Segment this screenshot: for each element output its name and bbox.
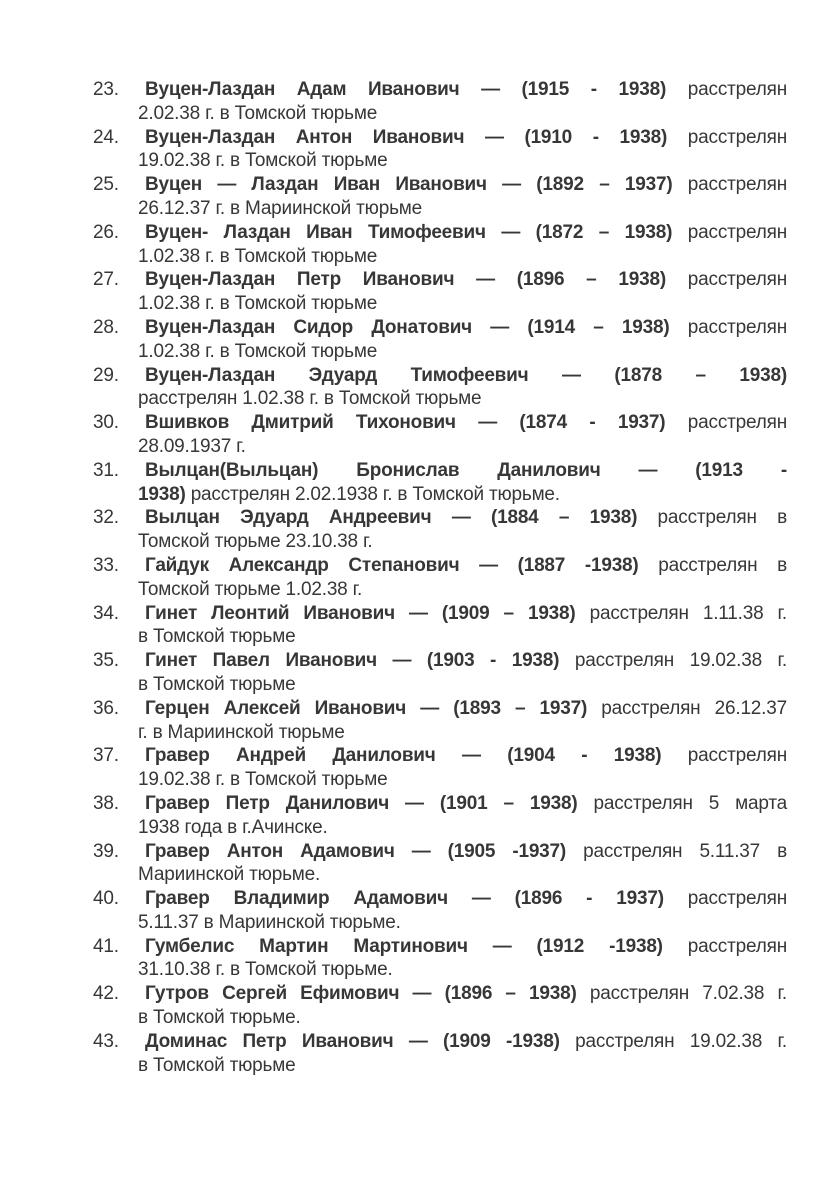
entry-name-years: Гравер Владимир Адамович — (1896 - 1937) [145, 888, 664, 910]
entry-detail: расстрелян 5.11.37 в [566, 840, 787, 862]
entry-number: 31. [93, 459, 119, 481]
entry-line-1 [138, 554, 787, 578]
list-item [93, 792, 787, 840]
entry-name-years: Вуцен-Лаздан Эдуард Тимофеевич — (1878 – 1938) [145, 364, 787, 386]
entry-detail-cont: в Томской тюрьме. [138, 1007, 301, 1029]
list-item [93, 744, 787, 792]
entry-number: 42. [93, 983, 119, 1005]
entry-line-1 [138, 602, 787, 626]
entry-line-2 [138, 625, 787, 649]
entry-line-1 [138, 316, 787, 340]
entry-name-years: Вшивков Дмитрий Тихонович — (1874 - 1937) [145, 412, 666, 434]
list-item [93, 506, 787, 554]
entry-line-2 [138, 863, 787, 887]
entry-number: 39. [93, 840, 119, 862]
repression-list [93, 78, 787, 1077]
entry-line-2 [138, 530, 787, 554]
entry-detail-cont: Томской тюрьме 1.02.38 г. [138, 578, 363, 600]
list-item [93, 887, 787, 935]
entry-detail: расстрелян 19.02.38 г. [559, 650, 787, 672]
entry-name-years: Гумбелис Мартин Мартинович — (1912 -1938) [145, 935, 663, 957]
entry-number: 32. [93, 507, 119, 529]
list-item [93, 982, 787, 1030]
entry-number: 37. [93, 745, 119, 767]
entry-line-1 [138, 126, 787, 150]
entry-name-years-cont: 1938) [138, 483, 186, 505]
list-item [93, 126, 787, 174]
entry-detail: расстрелян в [637, 507, 787, 529]
entry-number: 29. [93, 364, 119, 386]
entry-number: 43. [93, 1030, 119, 1052]
entry-name-years: Гутров Сергей Ефимович — (1896 – 1938) [145, 983, 577, 1005]
entry-name-years: Вуцен-Лаздан Петр Иванович — (1896 – 1938) [145, 269, 666, 291]
entry-line-2 [138, 1054, 787, 1078]
entry-line-1 [138, 744, 787, 768]
entry-number: 26. [93, 221, 119, 243]
entry-name-years: Гравер Андрей Данилович — (1904 - 1938) [145, 745, 662, 767]
entry-detail-cont: Томской тюрьме 23.10.38 г. [138, 531, 373, 553]
list-item [93, 840, 787, 888]
entry-detail-cont: расстрелян 1.02.38 г. в Томской тюрьме [138, 388, 482, 410]
entry-detail: расстрелян [672, 221, 787, 243]
entry-line-2 [138, 1006, 787, 1030]
entry-detail: расстрелян [665, 412, 787, 434]
entry-detail: расстрелян [672, 174, 787, 196]
entry-detail: расстрелян [662, 935, 787, 957]
entry-detail-cont: 19.02.38 г. в Томской тюрьме [138, 150, 388, 172]
entry-line-1 [138, 459, 787, 483]
entry-detail-cont: 19.02.38 г. в Томской тюрьме [138, 769, 388, 791]
entry-line-1 [138, 221, 787, 245]
entry-detail: расстрелян 1.11.38 г. [575, 602, 787, 624]
entry-line-1 [138, 268, 787, 292]
entry-line-2 [138, 958, 787, 982]
list-item [93, 221, 787, 269]
entry-name-years: Доминас Петр Иванович — (1909 -1938) [145, 1030, 560, 1052]
entry-line-1 [138, 697, 787, 721]
entry-number: 36. [93, 697, 119, 719]
entry-detail-cont: 1938 года в г.Ачинске. [138, 816, 328, 838]
entry-detail-cont: 1.02.38 г. в Томской тюрьме [138, 293, 378, 315]
entry-detail: расстрелян [663, 888, 787, 910]
entry-line-2 [138, 149, 787, 173]
entry-line-1 [138, 887, 787, 911]
list-item [93, 554, 787, 602]
entry-line-1 [138, 411, 787, 435]
entry-name-years: Вуцен-Лаздан Адам Иванович — (1915 - 1938) [145, 79, 667, 100]
entry-detail-cont: 5.11.37 в Мариинской тюрьме. [138, 911, 401, 933]
entry-number: 34. [93, 602, 119, 624]
entry-detail-cont: 28.09.1937 г. [138, 435, 246, 457]
entry-detail: расстрелян [661, 745, 787, 767]
list-item [93, 78, 787, 126]
list-item [93, 316, 787, 364]
entry-line-2 [138, 387, 787, 411]
entry-number: 24. [93, 126, 119, 148]
entry-line-2 [138, 197, 787, 221]
entry-line-1 [138, 935, 787, 959]
list-item [93, 602, 787, 650]
entry-number: 25. [93, 174, 119, 196]
entry-detail: расстрелян [669, 316, 787, 338]
entry-line-2 [138, 435, 787, 459]
entry-number: 27. [93, 269, 119, 291]
entry-number: 23. [93, 79, 119, 100]
entry-detail-cont: 31.10.38 г. в Томской тюрьме. [138, 959, 393, 981]
entry-detail-cont: 26.12.37 г. в Мариинской тюрьме [138, 197, 423, 219]
entry-line-2 [138, 292, 787, 316]
entry-detail-cont: г. в Мариинской тюрьме [138, 721, 345, 743]
entry-line-1 [138, 364, 787, 388]
entry-line-2 [138, 768, 787, 792]
list-item [93, 459, 787, 507]
entry-name-years: Вылцан(Выльцан) Бронислав Данилович — (1913 - [145, 459, 787, 481]
entry-line-1 [138, 78, 787, 102]
entry-number: 30. [93, 412, 119, 434]
entry-name-years: Вуцен — Лаздан Иван Иванович — (1892 – 1937) [145, 174, 673, 196]
list-item [93, 364, 787, 412]
entry-name-years: Гравер Петр Данилович — (1901 – 1938) [145, 792, 578, 814]
entry-detail-cont: расстрелян 2.02.1938 г. в Томской тюрьме. [185, 483, 560, 505]
entry-line-1 [138, 1030, 787, 1054]
entry-detail: расстрелян 26.12.37 [587, 697, 787, 719]
entry-line-1 [138, 173, 787, 197]
entry-detail: расстрелян 5 марта [577, 792, 787, 814]
list-item [93, 1030, 787, 1078]
entry-line-2 [138, 578, 787, 602]
list-item [93, 697, 787, 745]
entry-line-1 [138, 840, 787, 864]
entry-line-2 [138, 340, 787, 364]
entry-name-years: Герцен Алексей Иванович — (1893 – 1937) [145, 697, 588, 719]
entry-line-2 [138, 673, 787, 697]
entry-line-2 [138, 911, 787, 935]
entry-detail-cont: Мариинской тюрьме. [138, 864, 321, 886]
entry-number: 35. [93, 650, 119, 672]
entry-name-years: Гайдук Александр Степанович — (1887 -1938) [145, 554, 639, 576]
entry-name-years: Вылцан Эдуард Андреевич — (1884 – 1938) [145, 507, 638, 529]
entry-line-2 [138, 245, 787, 269]
entry-detail-cont: 1.02.38 г. в Томской тюрьме [138, 340, 378, 362]
list-item [93, 268, 787, 316]
entry-detail: расстрелян [666, 79, 787, 100]
entry-name-years: Гинет Леонтий Иванович — (1909 – 1938) [145, 602, 576, 624]
entry-line-1 [138, 506, 787, 530]
entry-line-2 [138, 102, 787, 126]
entry-number: 41. [93, 935, 119, 957]
list-item [93, 173, 787, 221]
entry-name-years: Гравер Антон Адамович — (1905 -1937) [145, 840, 567, 862]
entry-detail-cont: в Томской тюрьме [138, 673, 296, 695]
entry-name-years: Вуцен-Лаздан Антон Иванович — (1910 - 1938) [145, 126, 668, 148]
entry-name-years: Вуцен-Лаздан Сидор Донатович — (1914 – 1938) [145, 316, 670, 338]
document-page [93, 78, 787, 1077]
entry-name-years: Гинет Павел Иванович — (1903 - 1938) [145, 650, 560, 672]
entry-line-1 [138, 792, 787, 816]
list-item [93, 649, 787, 697]
entry-number: 28. [93, 316, 119, 338]
entry-line-1 [138, 649, 787, 673]
entry-detail: расстрелян [667, 126, 787, 148]
entry-number: 40. [93, 888, 119, 910]
entry-name-years: Вуцен- Лаздан Иван Тимофеевич — (1872 – 1938) [145, 221, 673, 243]
entry-line-2 [138, 483, 787, 507]
entry-detail-cont: 1.02.38 г. в Томской тюрьме [138, 245, 378, 267]
entry-detail-cont: в Томской тюрьме [138, 626, 296, 648]
entry-detail: расстрелян 7.02.38 г. [576, 983, 787, 1005]
entry-number: 38. [93, 792, 119, 814]
entry-detail-cont: 2.02.38 г. в Томской тюрьме [138, 102, 378, 124]
entry-detail: расстрелян в [638, 554, 787, 576]
list-item [93, 411, 787, 459]
entry-line-2 [138, 816, 787, 840]
entry-detail: расстрелян [665, 269, 787, 291]
entry-line-1 [138, 982, 787, 1006]
entry-number: 33. [93, 554, 119, 576]
entry-line-2 [138, 721, 787, 745]
entry-detail: расстрелян 19.02.38 г. [559, 1030, 787, 1052]
entry-detail-cont: в Томской тюрьме [138, 1054, 296, 1076]
list-item [93, 935, 787, 983]
